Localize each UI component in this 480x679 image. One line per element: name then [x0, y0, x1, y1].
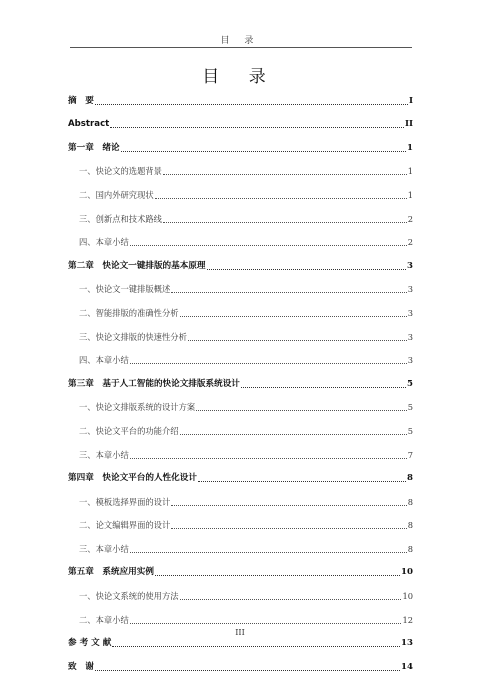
toc-entry-page: 12	[402, 614, 413, 625]
toc-entry-page: II	[404, 119, 413, 130]
toc-entry-chapter[interactable]	[68, 556, 413, 580]
toc-entry-title: 四、本章小结	[79, 237, 129, 248]
dot-leader	[188, 340, 407, 341]
dot-leader	[110, 127, 404, 128]
toc-entry-chapter[interactable]	[68, 84, 413, 108]
header-rule	[70, 47, 412, 48]
toc-entry-chapter[interactable]	[68, 249, 413, 273]
toc-entry-title: 一、快论文系统的使用方法	[79, 591, 179, 602]
toc-entry-section[interactable]	[68, 226, 413, 250]
toc-entry-section[interactable]	[68, 509, 413, 533]
dot-leader	[163, 222, 407, 223]
toc-entry-title: 致 谢	[68, 661, 94, 672]
toc-entry-section[interactable]	[68, 438, 413, 462]
running-header: 目 录	[220, 36, 260, 46]
toc-entry-chapter[interactable]	[68, 367, 413, 391]
dot-leader	[207, 269, 407, 270]
dot-leader	[130, 552, 407, 553]
toc-entry-page: 14	[401, 661, 413, 672]
dot-leader	[121, 151, 406, 152]
toc-entry-section[interactable]	[68, 273, 413, 297]
toc-entry-title: 摘 要	[68, 95, 94, 106]
toc-entry-chapter[interactable]	[68, 131, 413, 155]
toc-entry-chapter[interactable]	[68, 650, 413, 674]
toc-entry-title: 三、快论文排版的快速性分析	[79, 331, 187, 342]
toc-entry-page: 8	[407, 473, 413, 484]
toc-entry-page: I	[408, 95, 413, 106]
toc-entry-page: 2	[407, 213, 413, 224]
toc-entry-page: 3	[407, 355, 413, 366]
toc-entry-page: 7	[407, 449, 413, 460]
dot-leader	[198, 481, 406, 482]
toc-entry-title: 第四章 快论文平台的人性化设计	[68, 473, 197, 484]
toc-entry-title: 一、模板选择界面的设计	[79, 496, 171, 507]
toc-entry-page: 8	[407, 496, 413, 507]
dot-leader	[130, 363, 407, 364]
toc-entry-section[interactable]	[68, 296, 413, 320]
toc-entry-title: 三、本章小结	[79, 543, 129, 554]
toc-entry-title: 第一章 绪论	[68, 142, 120, 153]
dot-leader	[130, 245, 407, 246]
toc-entry-title: 一、快论文的选题背景	[79, 166, 162, 177]
dot-leader	[155, 198, 407, 199]
toc-entry-page: 2	[407, 237, 413, 248]
toc-entry-page: 3	[407, 331, 413, 342]
dot-leader	[180, 434, 407, 435]
toc-entry-section[interactable]	[68, 178, 413, 202]
dot-leader	[130, 458, 407, 459]
toc-list	[68, 84, 413, 674]
toc-entry-section[interactable]	[68, 579, 413, 603]
toc-entry-title: 二、快论文平台的功能介绍	[79, 425, 179, 436]
toc-entry-page: 3	[407, 307, 413, 318]
toc-entry-title: 四、本章小结	[79, 355, 129, 366]
toc-entry-chapter[interactable]	[68, 462, 413, 486]
toc-entry-page: 13	[401, 638, 413, 649]
toc-entry-title: 二、国内外研究现状	[79, 189, 154, 200]
toc-entry-page: 10	[402, 591, 413, 602]
toc-entry-page: 1	[407, 189, 413, 200]
toc-entry-title: 第三章 基于人工智能的快论文排版系统设计	[68, 378, 240, 389]
toc-entry-page: 3	[407, 260, 413, 271]
toc-entry-title: 三、创新点和技术路线	[79, 213, 162, 224]
toc-entry-title: 参 考 文 献	[68, 638, 112, 649]
dot-leader	[171, 505, 406, 506]
dot-leader	[171, 292, 406, 293]
toc-entry-chapter[interactable]	[68, 108, 413, 132]
toc-entry-page: 1	[407, 142, 413, 153]
toc-entry-section[interactable]	[68, 344, 413, 368]
dot-leader	[95, 104, 408, 105]
dot-leader	[163, 174, 407, 175]
toc-entry-section[interactable]	[68, 155, 413, 179]
toc-entry-title: 一、快论文一键排版概述	[79, 284, 171, 295]
toc-entry-page: 8	[407, 543, 413, 554]
toc-entry-title: 第二章 快论文一键排版的基本原理	[68, 260, 206, 271]
toc-entry-section[interactable]	[68, 603, 413, 627]
toc-entry-page: 10	[401, 567, 413, 578]
page-number: III	[235, 628, 245, 637]
toc-entry-title: 一、快论文排版系统的设计方案	[79, 402, 196, 413]
toc-entry-title: 第五章 系统应用实例	[68, 567, 154, 578]
toc-entry-page: 5	[407, 425, 413, 436]
toc-entry-section[interactable]	[68, 202, 413, 226]
toc-entry-section[interactable]	[68, 532, 413, 556]
dot-leader	[130, 623, 402, 624]
toc-entry-page: 5	[407, 378, 413, 389]
toc-entry-title: 三、本章小结	[79, 449, 129, 460]
dot-leader	[95, 670, 400, 671]
dot-leader	[196, 410, 407, 411]
dot-leader	[180, 599, 402, 600]
dot-leader	[180, 316, 407, 317]
toc-entry-section[interactable]	[68, 320, 413, 344]
toc-entry-title: Abstract	[68, 119, 110, 130]
toc-entry-title: 二、本章小结	[79, 614, 129, 625]
dot-leader	[112, 646, 400, 647]
toc-entry-page: 1	[407, 166, 413, 177]
toc-entry-title: 二、智能排版的准确性分析	[79, 307, 179, 318]
toc-entry-title: 二、论文编辑界面的设计	[79, 520, 171, 531]
toc-entry-page: 3	[407, 284, 413, 295]
dot-leader	[241, 387, 406, 388]
toc-entry-section[interactable]	[68, 391, 413, 415]
dot-leader	[171, 528, 406, 529]
toc-entry-section[interactable]	[68, 414, 413, 438]
toc-entry-section[interactable]	[68, 485, 413, 509]
toc-entry-page: 8	[407, 520, 413, 531]
toc-entry-page: 5	[407, 402, 413, 413]
dot-leader	[155, 575, 400, 576]
toc-title: 目 录	[202, 67, 278, 87]
